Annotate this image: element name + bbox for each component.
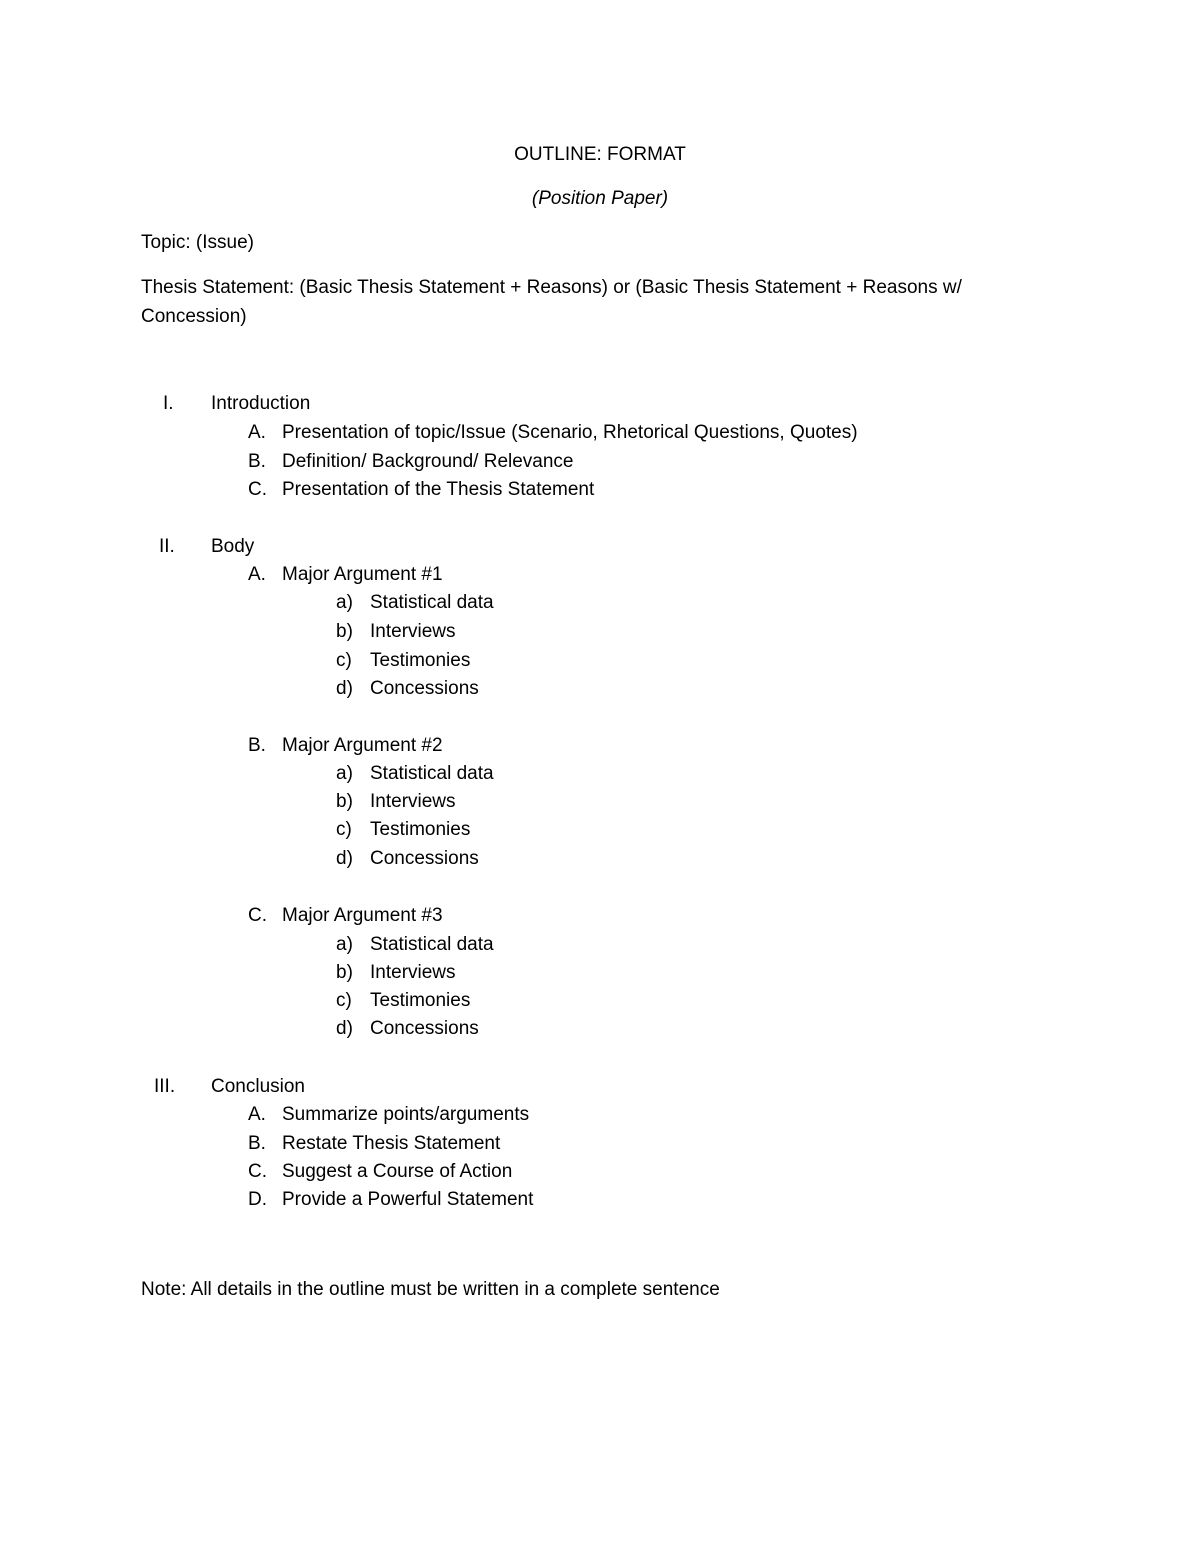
item-marker: B.	[248, 735, 266, 756]
item-marker: B.	[248, 451, 266, 472]
outline-subitem: Interviews	[370, 962, 456, 983]
outline-subitem: Interviews	[370, 791, 456, 812]
subitem-marker: c)	[336, 819, 352, 840]
subitem-marker: a)	[336, 592, 353, 613]
outline-item: Major Argument #2	[282, 735, 443, 756]
outline-item: Summarize points/arguments	[282, 1104, 530, 1125]
outline-subitem: Concessions	[370, 678, 479, 699]
section-marker: III.	[154, 1076, 176, 1097]
subitem-marker: c)	[336, 650, 352, 671]
item-marker: C.	[248, 479, 267, 500]
item-marker: B.	[248, 1133, 266, 1154]
subitem-marker: d)	[336, 1018, 353, 1039]
item-marker: C.	[248, 905, 267, 926]
section-heading-body: Body	[211, 536, 255, 557]
outline-subitem: Concessions	[370, 1018, 479, 1039]
outline-subitem: Concessions	[370, 848, 479, 869]
subitem-marker: a)	[336, 934, 353, 955]
outline-subitem: Testimonies	[370, 990, 471, 1011]
outline-subitem: Statistical data	[370, 934, 494, 955]
subitem-marker: a)	[336, 763, 353, 784]
subitem-marker: b)	[336, 621, 353, 642]
outline-subitem: Testimonies	[370, 819, 471, 840]
item-marker: D.	[248, 1189, 267, 1210]
thesis-line-1: Thesis Statement: (Basic Thesis Statement + Reasons) or (Basic Thesis Statement + Reasons w/	[141, 277, 962, 298]
outline-subitem: Interviews	[370, 621, 456, 642]
outline-item: Restate Thesis Statement	[282, 1133, 501, 1154]
section-heading-introduction: Introduction	[211, 393, 311, 414]
outline-item: Major Argument #1	[282, 564, 443, 585]
subitem-marker: b)	[336, 962, 353, 983]
item-marker: A.	[248, 564, 266, 585]
note-text: Note: All details in the outline must be written in a complete sentence	[141, 1279, 720, 1300]
outline-item: Presentation of the Thesis Statement	[282, 479, 595, 500]
item-marker: C.	[248, 1161, 267, 1182]
outline-subitem: Statistical data	[370, 592, 494, 613]
outline-subitem: Testimonies	[370, 650, 471, 671]
subitem-marker: d)	[336, 678, 353, 699]
outline-item: Definition/ Background/ Relevance	[282, 451, 574, 472]
section-marker: II.	[159, 536, 175, 557]
item-marker: A.	[248, 422, 266, 443]
outline-item: Major Argument #3	[282, 905, 443, 926]
subitem-marker: c)	[336, 990, 352, 1011]
item-marker: A.	[248, 1104, 266, 1125]
topic-line: Topic: (Issue)	[141, 232, 254, 253]
outline-item: Provide a Powerful Statement	[282, 1189, 534, 1210]
outline-subitem: Statistical data	[370, 763, 494, 784]
outline-item: Presentation of topic/Issue (Scenario, Rhetorical Questions, Quotes)	[282, 422, 858, 443]
section-heading-conclusion: Conclusion	[211, 1076, 305, 1097]
subitem-marker: b)	[336, 791, 353, 812]
outline-item: Suggest a Course of Action	[282, 1161, 513, 1182]
document-subtitle: (Position Paper)	[531, 188, 669, 209]
section-marker: I.	[163, 393, 174, 414]
subitem-marker: d)	[336, 848, 353, 869]
document-title: OUTLINE: FORMAT	[514, 144, 686, 165]
thesis-line-2: Concession)	[141, 306, 247, 327]
